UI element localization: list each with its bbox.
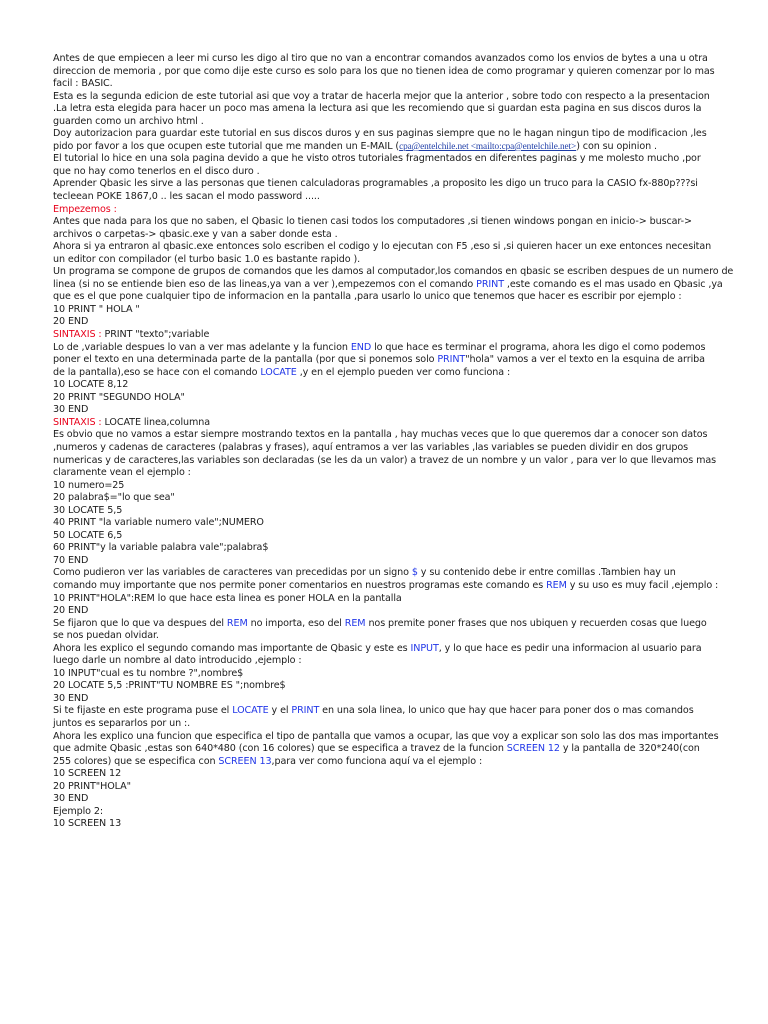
text-run: Si te fijaste en este programa puse el [53, 705, 233, 717]
text-run: , y lo que hace es pedir una informacion al usuario para [438, 642, 702, 654]
keyword: INPUT [410, 642, 439, 654]
text-line [53, 429, 713, 442]
text-run: que admite Qbasic ,estas son 640*480 (con 16 colores) que se especifica a travez de la funcion [53, 743, 507, 755]
text-run: Se fijaron que lo que va despues del [53, 617, 227, 629]
text-line [53, 768, 713, 781]
text-line [53, 91, 713, 104]
text-line [53, 392, 713, 405]
text-line [53, 618, 713, 631]
text-run: ,y en el ejemplo pueden ver como funciona : [296, 366, 511, 378]
text-line [53, 480, 713, 493]
text-line [53, 668, 713, 681]
text-run: "hola" vamos a ver el texto en la esquina de arriba [465, 354, 705, 366]
text-run: LOCATE linea,columna [101, 416, 210, 428]
keyword: REM [546, 579, 567, 591]
text-run: 10 SCREEN 13 [53, 818, 122, 830]
text-run: guarden como un archivo html . [53, 115, 204, 127]
text-line [53, 254, 713, 267]
text-line [53, 417, 713, 430]
text-line [53, 517, 713, 530]
text-line [53, 818, 713, 831]
email-link[interactable]: cpa@entelchile.net <mailto:cpa@entelchile.net> [399, 141, 577, 152]
text-run: y su uso es muy facil ,ejemplo : [566, 579, 719, 591]
text-line [53, 730, 719, 744]
text-line [53, 442, 713, 455]
keyword: REM [344, 617, 366, 629]
text-line [53, 379, 713, 392]
text-run: facil : BASIC. [53, 78, 113, 90]
text-run: que no hay como tenerlos en el disco duro . [53, 165, 260, 177]
text-run: Es obvio que no vamos a estar siempre mostrando textos en la pantalla , hay muchas veces que lo que queremos dar a conocer son datos [53, 429, 708, 441]
text-line [53, 643, 713, 656]
text-run: archivos o carpetas-> qbasic.exe y van a saber donde esta . [53, 228, 338, 240]
text-line [53, 743, 713, 756]
text-run: numericas y de caracteres,las variables son declaradas (se les da un valor) a travez de un nombre y un valor , para ver lo que llevamos mas [53, 454, 717, 466]
text-line [53, 467, 713, 480]
text-line [53, 342, 713, 355]
text-run: PRINT "texto";variable [101, 329, 210, 341]
text-line [53, 793, 713, 806]
text-run: de la pantalla),eso se hace con el comando [53, 366, 261, 378]
text-line [53, 128, 713, 141]
text-run: 40 PRINT "la variable numero vale";NUMERO [53, 517, 264, 529]
keyword: END [350, 341, 372, 353]
text-run: Esta es la segunda edicion de este tutorial asi que voy a tratar de hacerla mejor que la anterior , sobre todo con respecto a la presentacion [53, 90, 710, 102]
keyword: $ [411, 567, 418, 579]
text-run: Ahora les explico el segundo comando mas importante de Qbasic y este es [53, 642, 411, 654]
text-run: y el [268, 705, 292, 717]
text-run: 70 END [53, 554, 89, 566]
text-run: Como pudieron ver las variables de caracteres van precedidas por un signo [53, 567, 412, 579]
text-line [53, 153, 713, 166]
text-line [53, 103, 713, 116]
keyword: PRINT [291, 705, 320, 717]
text-run: 10 SCREEN 12 [53, 768, 122, 780]
text-run: pido por favor a los que ocupen este tutorial que me manden un E-MAIL ( [53, 140, 400, 152]
text-run: Antes de que empiecen a leer mi curso les digo al tiro que no van a encontrar comandos avanzados como los envios de bytes a una u otra [53, 53, 708, 64]
tutorial-text [53, 53, 734, 831]
text-line [53, 278, 723, 292]
text-line [53, 705, 713, 718]
text-run: y su contenido debe ir entre comillas .Tambien hay un [417, 567, 676, 579]
text-run: en una sola linea, lo unico que hay que hacer para poner dos o mas comandos [319, 705, 694, 717]
text-line [53, 781, 713, 794]
text-line [53, 756, 713, 769]
text-run: 20 LOCATE 5,5 :PRINT"TU NOMBRE ES ";nombre$ [53, 680, 286, 692]
text-run: 20 palabra$="lo que sea" [53, 492, 175, 504]
keyword: LOCATE [260, 366, 297, 378]
text-line [53, 579, 719, 593]
text-run: El tutorial lo hice en una sola pagina devido a que he visto otros tutoriales fragmentados en diferentes paginas y me molesto mucho ,por [53, 153, 701, 165]
text-line [53, 530, 713, 543]
text-run: linea (si no se entiende bien eso de las lineas,ya van a ver ),empezemos con el comando [53, 278, 477, 290]
text-run: 30 END [53, 404, 89, 416]
text-run: y la pantalla de 320*240(con [559, 743, 700, 755]
text-run: no importa, eso del [247, 617, 345, 629]
text-run: comando muy importante que nos permite poner comentarios en nuestros programas este comando es [53, 579, 547, 591]
text-line [53, 216, 713, 229]
text-run: se nos puedan olvidar. [53, 630, 159, 642]
keyword: PRINT [437, 354, 466, 366]
text-line [53, 718, 713, 731]
text-run: un editor con compilador (el turbo basic 1.0 es bastante rapido ). [53, 253, 361, 265]
text-line [53, 605, 713, 618]
text-line [53, 78, 713, 91]
text-line [53, 166, 713, 179]
text-line [53, 316, 713, 329]
text-run: 10 INPUT"cual es tu nombre ?",nombre$ [53, 667, 244, 679]
text-line [53, 542, 713, 555]
text-line [53, 116, 713, 129]
text-run: 30 END [53, 793, 89, 805]
text-line [53, 178, 713, 191]
keyword: LOCATE [232, 705, 269, 717]
text-run: ,para ver como funciona aquí va el ejemplo : [271, 755, 483, 767]
text-line [53, 680, 713, 693]
text-line [53, 404, 713, 417]
text-run: Lo de ,variable despues lo van a ver mas adelante y la funcion [53, 341, 351, 353]
text-run: nos premite poner frases que nos ubiquen y recuerden cosas que luego [365, 617, 707, 629]
text-line [53, 492, 713, 505]
text-run: ,numeros y cadenas de caracteres (palabras y frases), aquí entramos a ver las variables ,las variables se pueden dividir en dos grupos [53, 441, 689, 453]
text-run: 10 PRINT " HOLA " [53, 303, 140, 315]
text-line [53, 555, 713, 568]
text-run: ,este comando es el mas usado en Qbasic ,ya [503, 278, 723, 290]
section-heading: SINTAXIS : [53, 416, 102, 428]
text-run: Un programa se compone de grupos de comandos que les damos al computador,los comandos en qbasic se escriben despues de un numero de [53, 266, 734, 278]
text-run: 20 END [53, 605, 89, 617]
text-line [53, 593, 713, 606]
text-run: Doy autorizacion para guardar este tutorial en sus discos duros y en sus paginas siempre que no le hagan ningun tipo de modificacion ,les [53, 128, 707, 140]
keyword: SCREEN 12 [506, 743, 560, 755]
text-run: Ahora si ya entraron al qbasic.exe entonces solo escriben el codigo y lo ejecutan con F5 ,eso si ,si quieren hacer un exe entonces necesitan [53, 241, 712, 253]
text-line [53, 655, 713, 668]
text-line [53, 354, 713, 367]
text-run: tecleean POKE 1867,0 .. les sacan el modo password ..... [53, 191, 320, 203]
text-run: 20 PRINT "SEGUNDO HOLA" [53, 391, 185, 403]
text-run: ) con su opinion . [576, 140, 658, 152]
text-line [53, 454, 717, 468]
text-line [53, 304, 713, 317]
text-line [53, 693, 713, 706]
text-run: luego darle un nombre al dato introducido ,ejemplo : [53, 655, 302, 667]
text-run: claramente vean el ejemplo : [53, 467, 191, 479]
text-run: 255 colores) que se especifica con [53, 755, 219, 767]
text-line [53, 204, 713, 217]
text-line [53, 53, 713, 66]
text-run: lo que hace es terminar el programa, ahora les digo el como podemos [371, 341, 706, 353]
section-heading: SINTAXIS : [53, 329, 102, 341]
text-run: 60 PRINT"y la variable palabra vale";palabra$ [53, 542, 269, 554]
text-line [53, 191, 713, 204]
text-line [53, 66, 713, 79]
text-line [53, 291, 713, 304]
keyword: SCREEN 13 [218, 755, 272, 767]
text-run: Aprender Qbasic les sirve a las personas que tienen calculadoras programables ,a proposito les digo un truco para la CASIO fx-880p???si [53, 178, 698, 190]
text-line [53, 630, 713, 643]
text-run: poner el texto en una determinada parte de la pantalla (por que si ponemos solo [53, 354, 438, 366]
text-run: 30 END [53, 692, 89, 704]
text-run: 20 PRINT"HOLA" [53, 780, 131, 792]
text-run: .La letra esta elegida para hacer un poco mas amena la lectura asi que les recomiendo que si guardan esta pagina en sus discos duros la [53, 103, 702, 115]
text-line [53, 367, 713, 380]
text-run: que es el que pone cualquier tipo de informacion en la pantalla ,para usarlo lo unico que tenemos que hacer es escribir por ejemplo : [53, 291, 682, 303]
text-line [53, 241, 713, 254]
text-run: juntos es separarlos por un :. [53, 717, 191, 729]
text-run: 10 LOCATE 8,12 [53, 379, 129, 391]
text-line [53, 229, 713, 242]
text-run: Antes que nada para los que no saben, el Qbasic lo tienen casi todos los computadores ,si tienen windows pongan en inicio-> buscar-> [53, 216, 692, 228]
keyword: REM [226, 617, 248, 629]
text-line [53, 329, 713, 342]
text-run: Ahora les explico una funcion que especifica el tipo de pantalla que vamos a ocupar, las que voy a explicar son solo las dos mas importantes [53, 730, 719, 742]
text-run: 20 END [53, 316, 89, 328]
text-line [53, 505, 713, 518]
text-run: direccion de memoria , por que como dije este curso es solo para los que no tienen idea de como programar y quieren comenzar por lo mas [53, 65, 715, 77]
keyword: PRINT [476, 278, 504, 290]
text-run: 30 LOCATE 5,5 [53, 504, 123, 516]
text-line [53, 806, 713, 819]
text-line [53, 141, 713, 154]
text-run: Ejemplo 2: [53, 805, 103, 817]
text-run: 50 LOCATE 6,5 [53, 529, 123, 541]
text-run: 10 numero=25 [53, 479, 125, 491]
section-heading: Empezemos : [53, 203, 117, 215]
text-run: 10 PRINT"HOLA":REM lo que hace esta linea es poner HOLA en la pantalla [53, 592, 402, 604]
text-line [53, 567, 713, 580]
text-line [53, 266, 734, 279]
